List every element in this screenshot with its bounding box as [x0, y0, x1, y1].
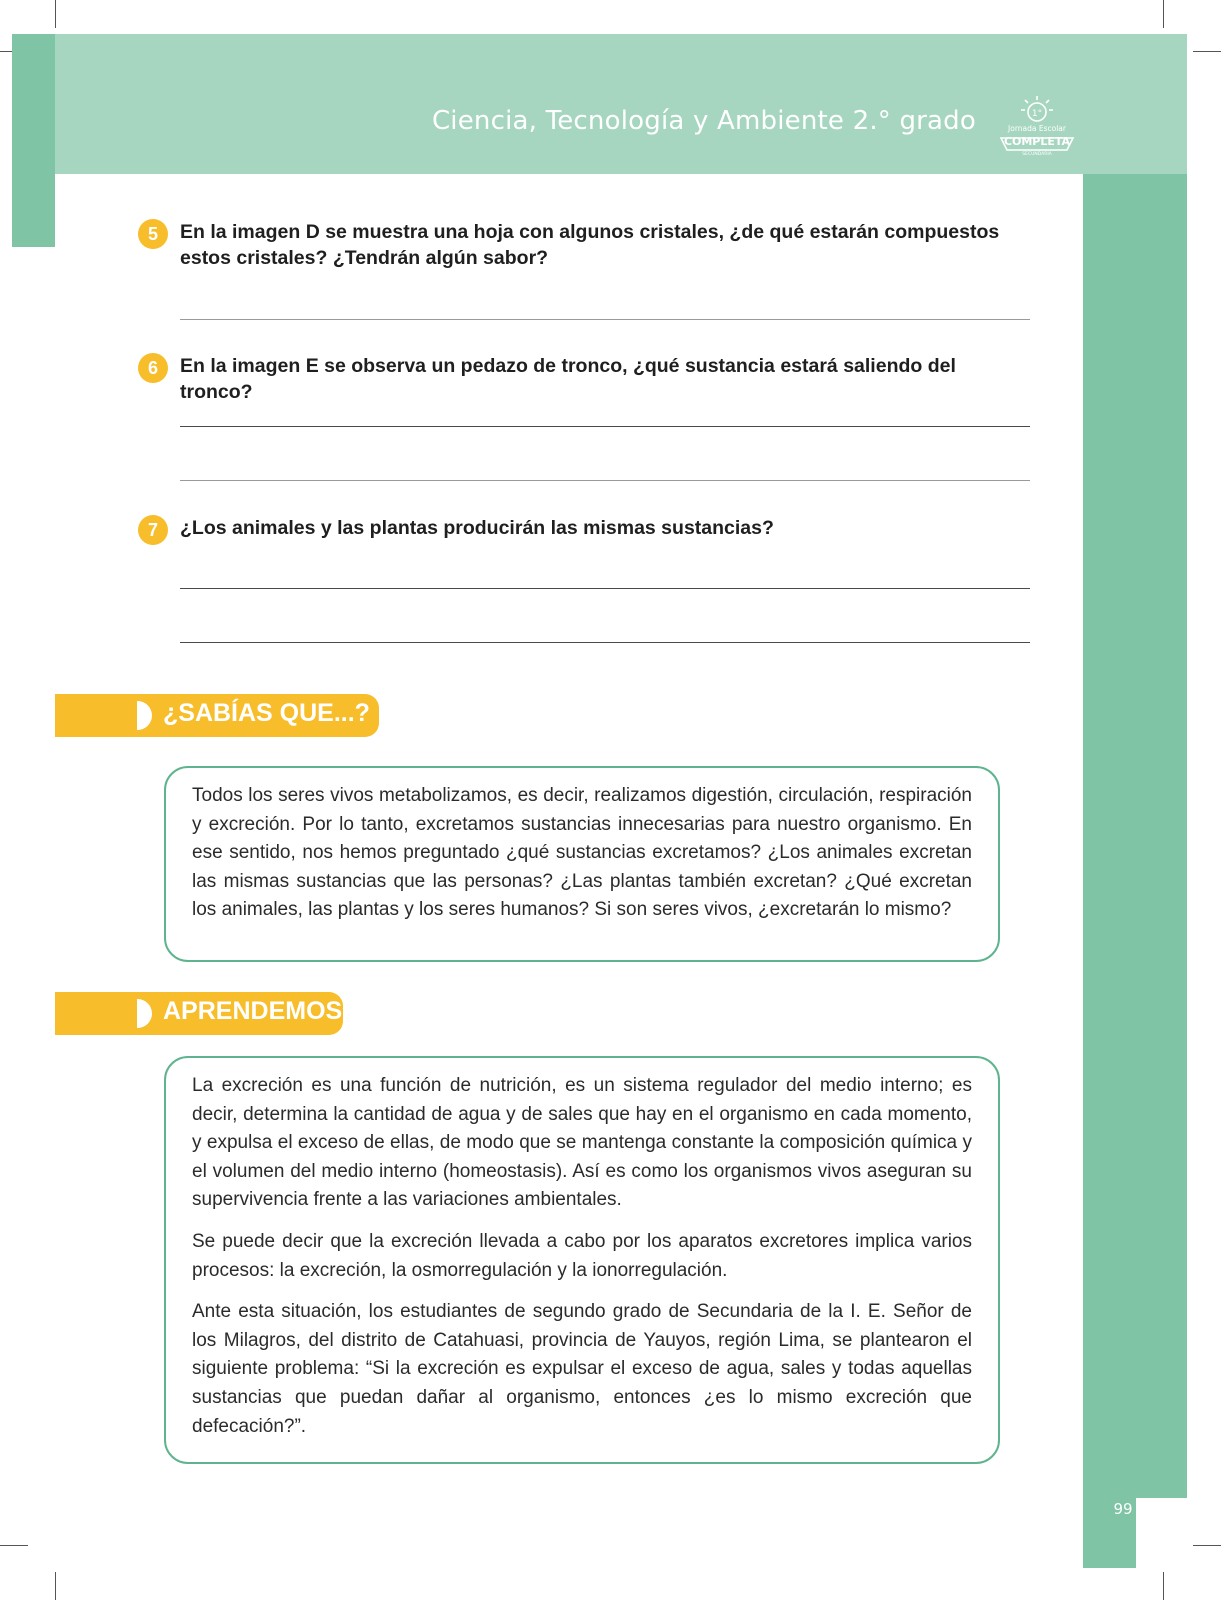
- crop-mark: [55, 1572, 56, 1600]
- right-side-band: [1083, 174, 1187, 1568]
- aprendemos-paragraph: Ante esta situación, los estudiantes de segundo grado de Secundaria de la I. E. Señor de los Milagros, del distrito de Catahuasi, provincia de Yauyos, región Lima, se plantearon el siguiente problema: “Si la excreción es expulsar el exceso de agua, sales y todas aquellas sustancias que puedan dañar al organismo, entonces ¿es lo mismo excreción que defecación?”.: [192, 1301, 972, 1437]
- question-number-badge: 5: [138, 219, 168, 249]
- question-text: En la imagen E se observa un pedazo de tronco, ¿qué sustancia estará saliendo del tronco?: [180, 355, 956, 403]
- section-label: ¿SABÍAS QUE...?: [163, 699, 370, 727]
- page-number-notch: [1136, 1498, 1187, 1568]
- jornada-escolar-completa-logo: [995, 94, 1079, 156]
- crop-mark: [0, 1545, 28, 1546]
- question-text: ¿Los animales y las plantas producirán las mismas sustancias?: [180, 517, 774, 539]
- aprendemos-paragraph: Se puede decir que la excreción llevada a cabo por los aparatos excretores implica varios procesos: la excreción, la osmorregulación y la ionorregulación.: [192, 1230, 972, 1281]
- half-circle-bullet: [137, 999, 152, 1028]
- svg-text:1°: 1°: [1031, 109, 1043, 119]
- crop-mark: [1193, 51, 1221, 52]
- question-number-badge: 7: [138, 515, 168, 545]
- question-6: [138, 353, 1038, 403]
- page-header-title: Ciencia, Tecnología y Ambiente 2.° grado: [431, 106, 976, 136]
- answer-line[interactable]: [180, 426, 1030, 427]
- svg-text:COMPLETA: COMPLETA: [1003, 135, 1071, 148]
- svg-text:Jornada Escolar: Jornada Escolar: [1008, 124, 1066, 133]
- question-number-badge: 6: [138, 353, 168, 383]
- half-circle-bullet: [137, 701, 152, 730]
- answer-line[interactable]: [180, 480, 1030, 481]
- aprendemos-box: [164, 1056, 1000, 1464]
- crop-mark: [55, 0, 56, 28]
- sabias-que-text: Todos los seres vivos metabolizamos, es decir, realizamos digestión, circulación, respiración y excreción. Por lo tanto, excretamos sustancias innecesarias para nuestro organismo. En ese sentido, nos hemos preguntado ¿qué sustancias excretamos? ¿Los animales excretan las mismas sustancias que las personas? ¿Las plantas también excretan? ¿Qué excretan los animales, las plantas y los seres humanos? Si son seres vivos, ¿excretarán lo mismo?: [192, 785, 972, 921]
- answer-line[interactable]: [180, 319, 1030, 320]
- section-label: APRENDEMOS: [163, 997, 343, 1025]
- crop-mark: [1163, 0, 1164, 28]
- crop-mark: [1193, 1545, 1221, 1546]
- aprendemos-heading: [55, 992, 343, 1035]
- answer-line[interactable]: [180, 588, 1030, 589]
- aprendemos-paragraph: La excreción es una función de nutrición, es un sistema regulador del medio interno; es decir, determina la cantidad de agua y de sales que hay en el organismo en cada momento, y expulsa el exceso de ellas, de modo que se mantenga constante la composición química y el volumen del medio interno (homeostasis). Así es como los organismos vivos aseguran su supervivencia frente a las variaciones ambientales.: [192, 1075, 972, 1211]
- answer-line[interactable]: [180, 642, 1030, 643]
- sabias-que-box: [164, 766, 1000, 962]
- left-color-tab: [12, 34, 55, 247]
- page-number: 99: [1113, 1500, 1133, 1518]
- question-5: [138, 219, 1038, 279]
- sabias-que-heading: [55, 694, 379, 737]
- question-text: En la imagen D se muestra una hoja con algunos cristales, ¿de qué estarán compuestos estos cristales? ¿Tendrán algún sabor?: [180, 221, 1000, 269]
- svg-text:SECUNDARIA: SECUNDARIA: [1022, 152, 1052, 156]
- crop-mark: [1163, 1572, 1164, 1600]
- question-7: [138, 515, 1038, 549]
